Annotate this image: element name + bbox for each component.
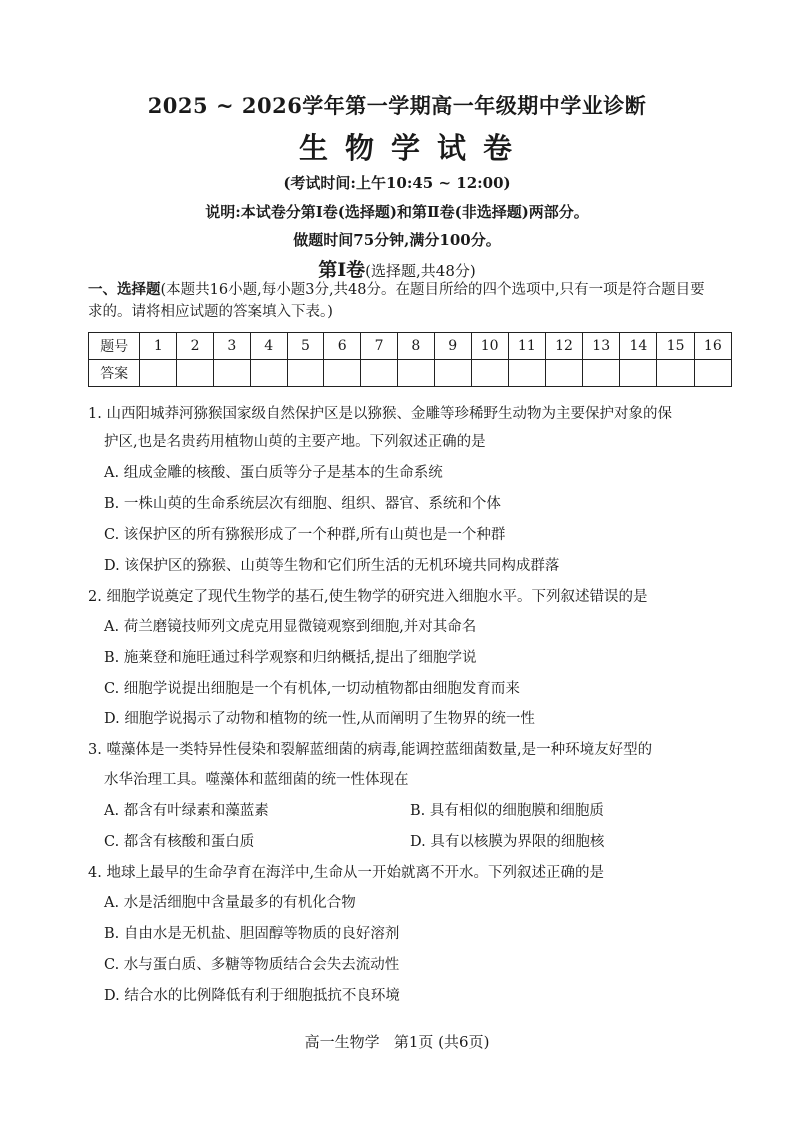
- question-3-option-b: B. 具有相似的细胞膜和细胞质: [410, 803, 604, 819]
- question-number-cell: 12: [545, 333, 582, 360]
- answer-cell[interactable]: [694, 360, 731, 387]
- question-3-option-a: A. 都含有叶绿素和藻蓝素: [104, 803, 269, 819]
- answer-cell[interactable]: [177, 360, 214, 387]
- question-4-stem: 4. 地球上最早的生命孕育在海洋中,生命从一开始就离不开水。下列叙述正确的是: [88, 865, 605, 881]
- question-4-option-b: B. 自由水是无机盐、胆固醇等物质的良好溶剂: [104, 926, 400, 942]
- answer-cell[interactable]: [545, 360, 582, 387]
- question-number-cell: 8: [397, 333, 434, 360]
- answer-table-answer-header: 答案: [89, 360, 140, 387]
- question-number-cell: 4: [250, 333, 287, 360]
- question-3-option-c: C. 都含有核酸和蛋白质: [104, 834, 255, 850]
- question-number-cell: 7: [361, 333, 398, 360]
- section-instructions-text: (本题共16小题,每小题3分,共48分。在题目所给的四个选项中,只有一项是符合题目要求的。请将相应试题的答案填入下表。): [88, 282, 705, 320]
- answer-cell[interactable]: [583, 360, 620, 387]
- exam-time: (考试时间:上午10:45 ~ 12:00): [283, 174, 511, 192]
- question-2-option-c: C. 细胞学说提出细胞是一个有机体,一切动植物都由细胞发育而来: [104, 681, 520, 697]
- answer-cell[interactable]: [250, 360, 287, 387]
- answer-cell[interactable]: [213, 360, 250, 387]
- answer-cell[interactable]: [324, 360, 361, 387]
- exam-note-line1: 说明:本试卷分第Ⅰ卷(选择题)和第Ⅱ卷(非选择题)两部分。: [205, 203, 589, 221]
- answer-cell[interactable]: [397, 360, 434, 387]
- exam-title: 2025 ~ 2026学年第一学期高一年级期中学业诊断: [147, 93, 647, 118]
- answer-cell[interactable]: [508, 360, 545, 387]
- question-1-option-b: B. 一株山萸的生命系统层次有细胞、组织、器官、系统和个体: [104, 496, 501, 512]
- exam-note-line2: 做题时间75分钟,满分100分。: [293, 231, 501, 249]
- question-2-option-b: B. 施莱登和施旺通过科学观察和归纳概括,提出了细胞学说: [104, 650, 477, 666]
- question-2-stem: 2. 细胞学说奠定了现代生物学的基石,使生物学的研究进入细胞水平。下列叙述错误的是: [88, 589, 648, 605]
- answer-cell[interactable]: [620, 360, 657, 387]
- answer-cell[interactable]: [140, 360, 177, 387]
- answer-table-number-row: [89, 333, 732, 360]
- question-3-stem: 3. 噬藻体是一类特异性侵染和裂解蓝细菌的病毒,能调控蓝细菌数量,是一种环境友好型的: [88, 742, 653, 758]
- question-number-cell: 6: [324, 333, 361, 360]
- subject-title: 生物学试卷: [298, 131, 529, 165]
- answer-table-number-header: 题号: [89, 333, 140, 360]
- question-1-option-c: C. 该保护区的所有猕猴形成了一个种群,所有山萸也是一个种群: [104, 527, 506, 543]
- answer-cell[interactable]: [287, 360, 324, 387]
- answer-cell[interactable]: [361, 360, 398, 387]
- question-1-stem: 1. 山西阳城莽河猕猴国家级自然保护区是以猕猴、金雕等珍稀野生动物为主要保护对象的保: [88, 406, 672, 422]
- part1-title-main: 第Ⅰ卷: [318, 259, 366, 281]
- question-number-cell: 9: [434, 333, 471, 360]
- section-label: 一、选择题: [88, 281, 161, 298]
- question-number-cell: 1: [140, 333, 177, 360]
- question-4-option-c: C. 水与蛋白质、多糖等物质结合会失去流动性: [104, 957, 400, 973]
- question-3-option-d: D. 具有以核膜为界限的细胞核: [410, 834, 605, 850]
- question-number-cell: 11: [508, 333, 545, 360]
- question-4-option-d: D. 结合水的比例降低有利于细胞抵抗不良环境: [104, 988, 400, 1004]
- question-number-cell: 3: [213, 333, 250, 360]
- section-instructions: [88, 279, 718, 323]
- answer-cell[interactable]: [434, 360, 471, 387]
- question-1-option-a: A. 组成金雕的核酸、蛋白质等分子是基本的生命系统: [104, 465, 443, 481]
- answer-table: [88, 332, 732, 387]
- part1-title: [0, 255, 794, 282]
- answer-cell[interactable]: [471, 360, 508, 387]
- answer-table-answer-row: [89, 360, 732, 387]
- answer-cell[interactable]: [657, 360, 694, 387]
- question-number-cell: 16: [694, 333, 731, 360]
- question-1-stem-cont: 护区,也是名贵药用植物山萸的主要产地。下列叙述正确的是: [104, 434, 486, 450]
- question-4-option-a: A. 水是活细胞中含量最多的有机化合物: [104, 895, 356, 911]
- page-footer: 高一生物学 第1页 (共6页): [304, 1033, 490, 1051]
- question-1-option-d: D. 该保护区的猕猴、山萸等生物和它们所生活的无机环境共同构成群落: [104, 558, 560, 574]
- question-number-cell: 15: [657, 333, 694, 360]
- question-number-cell: 2: [177, 333, 214, 360]
- question-number-cell: 14: [620, 333, 657, 360]
- question-number-cell: 13: [583, 333, 620, 360]
- question-3-stem-cont: 水华治理工具。噬藻体和蓝细菌的统一性体现在: [104, 772, 409, 788]
- part1-title-sub: (选择题,共48分): [365, 262, 476, 280]
- question-2-option-a: A. 荷兰磨镜技师列文虎克用显微镜观察到细胞,并对其命名: [104, 619, 477, 635]
- question-2-option-d: D. 细胞学说揭示了动物和植物的统一性,从而阐明了生物界的统一性: [104, 711, 535, 727]
- question-number-cell: 5: [287, 333, 324, 360]
- question-number-cell: 10: [471, 333, 508, 360]
